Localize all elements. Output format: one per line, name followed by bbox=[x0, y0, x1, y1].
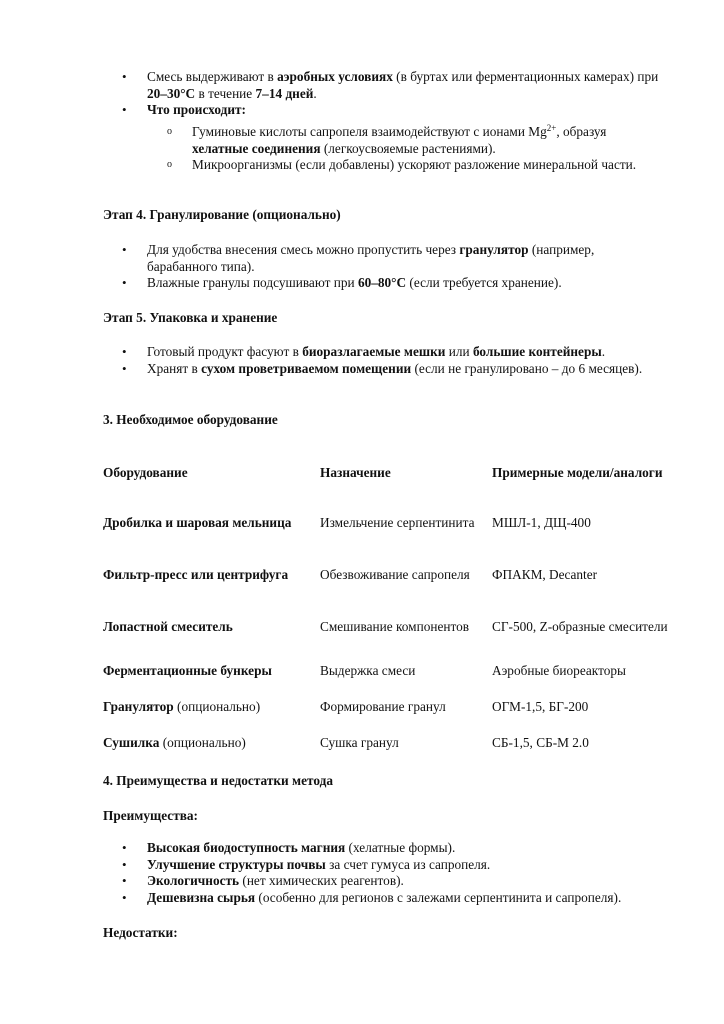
list-item: • Хранят в сухом проветриваемом помещении (если не гранулировано – до 6 месяцев). bbox=[0, 361, 661, 378]
list-item: • Влажные гранулы подсушивают при 60–80°C (если требуется хранение). bbox=[0, 275, 661, 292]
process-bullet-list bbox=[0, 69, 724, 119]
equipment-purpose: Измельчение серпентинита bbox=[320, 514, 475, 530]
equipment-models: ОГМ-1,5, БГ-200 bbox=[492, 698, 589, 714]
list-item: • Дешевизна сырья (особенно для регионов с залежами серпентинита и сапропеля). bbox=[0, 890, 661, 907]
list-item: • Высокая биодоступность магния (хелатные формы). bbox=[0, 840, 661, 857]
advantages-heading: Преимущества: bbox=[103, 808, 198, 823]
list-item: • Экологичность (нет химических реагентов). bbox=[0, 873, 661, 890]
advantages-list bbox=[0, 840, 724, 906]
table-row bbox=[103, 653, 692, 689]
list-item: o Микроорганизмы (если добавлены) ускоряют разложение минеральной части. bbox=[0, 157, 644, 174]
equipment-purpose: Сушка гранул bbox=[320, 734, 399, 750]
table-row bbox=[103, 549, 692, 601]
advantages-section-heading: 4. Преимущества и недостатки метода bbox=[103, 773, 333, 788]
equipment-table bbox=[103, 449, 692, 761]
what-happens-sublist bbox=[0, 124, 724, 174]
equipment-name: Фильтр-пресс или центрифуга bbox=[103, 566, 289, 582]
equipment-name: Лопастной смеситель bbox=[103, 618, 233, 634]
equipment-models: МШЛ-1, ДЩ-400 bbox=[492, 514, 591, 530]
equipment-name: Гранулятор (опционально) bbox=[103, 698, 261, 714]
column-header: Оборудование bbox=[103, 464, 188, 480]
equipment-purpose: Обезвоживание сапропеля bbox=[320, 566, 470, 582]
stage4-list bbox=[0, 242, 724, 292]
stage4-heading: Этап 4. Гранулирование (опционально) bbox=[103, 207, 341, 222]
equipment-models: СБ-1,5, СБ-М 2.0 bbox=[492, 734, 589, 750]
list-item: • Улучшение структуры почвы за счет гумуса из сапропеля. bbox=[0, 857, 661, 874]
stage5-list bbox=[0, 344, 724, 377]
list-item: o Гуминовые кислоты сапропеля взаимодействуют с ионами $Mg^{2+}$, образуя хелатные соединения (легкоусвояемые растениями). bbox=[0, 124, 644, 157]
column-header: Назначение bbox=[320, 464, 391, 480]
equipment-name: Сушилка (опционально) bbox=[103, 734, 246, 750]
equipment-purpose: Формирование гранул bbox=[320, 698, 446, 714]
equipment-name: Ферментационные бункеры bbox=[103, 662, 272, 678]
table-row bbox=[103, 725, 692, 761]
table-header-row bbox=[103, 449, 692, 497]
disadvantages-heading: Недостатки: bbox=[103, 925, 178, 940]
equipment-models: ФПАКМ, Decanter bbox=[492, 566, 598, 582]
equipment-purpose: Смешивание компонентов bbox=[320, 618, 470, 634]
table-row bbox=[103, 601, 692, 653]
equipment-heading: 3. Необходимое оборудование bbox=[103, 412, 278, 427]
list-item: • Готовый продукт фасуют в биоразлагаемые мешки или большие контейнеры. bbox=[0, 344, 661, 361]
stage5-heading: Этап 5. Упаковка и хранение bbox=[103, 310, 278, 325]
table-row bbox=[103, 497, 692, 549]
equipment-models: СГ-500, Z-образные смесители bbox=[492, 618, 668, 634]
equipment-name: Дробилка и шаровая мельница bbox=[103, 514, 292, 530]
equipment-models: Аэробные биореакторы bbox=[492, 662, 626, 678]
table-row bbox=[103, 689, 692, 725]
equipment-purpose: Выдержка смеси bbox=[320, 662, 416, 678]
column-header: Примерные модели/аналоги bbox=[492, 464, 663, 480]
list-item: • Что происходит: bbox=[0, 102, 661, 119]
list-item: • Для удобства внесения смесь можно пропустить через гранулятор (например, барабанного типа). bbox=[0, 242, 661, 275]
list-item: • Смесь выдерживают в аэробных условиях (в буртах или ферментационных камерах) при 20–30°C в течение 7–14 дней. bbox=[0, 69, 661, 102]
